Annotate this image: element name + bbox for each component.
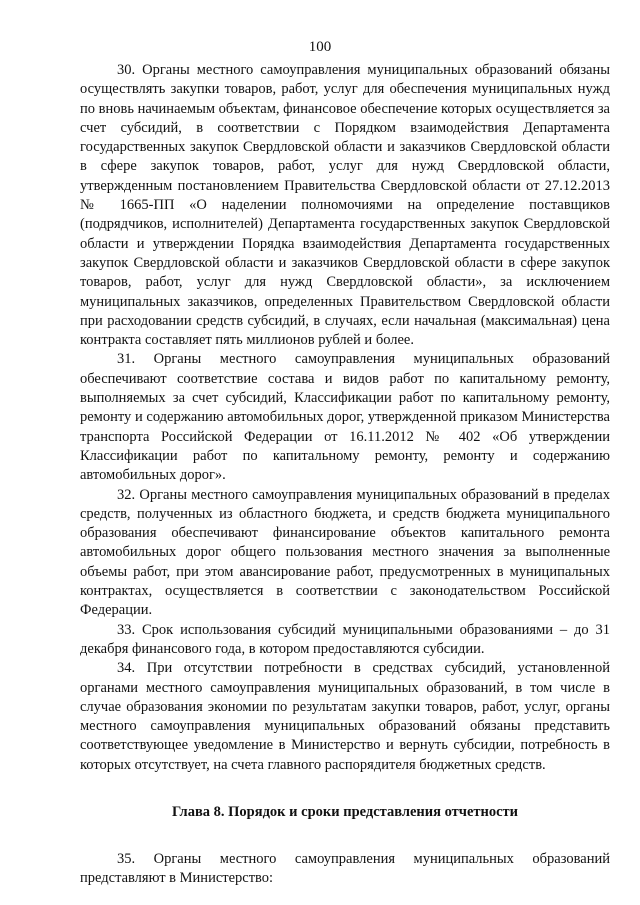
paragraph-30: 30. Органы местного самоуправления муниципальных образований обязаны осуществлять закупки товаров, работ, услуг для обеспечения муниципальных нужд по вновь начинаемым объектам, финансовое обеспечение которых осуществляется за счет субсидий, в соответствии с Порядком взаимодействия Департамента государственных закупок Свердловской области и заказчиков Свердловской области в сфере закупок товаров, работ, услуг для нужд Свердловской области, утвержденным постановлением Правительства Свердловской области от 27.12.2013 № 1665-ПП «О наделении полномочиями на определение поставщиков (подрядчиков, исполнителей) Департамента государственных закупок Свердловской области и утверждении Порядка взаимодействия Департамента государственных закупок Свердловской области и заказчиков Свердловской области в сфере закупок товаров, работ, услуг для нужд Свердловской области», за исключением муниципальных заказчиков, определенных Правительством Свердловской области при расходовании средств субсидий, в случаях, если начальная (максимальная) цена контракта составляет пять миллионов рублей и более. [80,62,610,349]
page-number: 100 [308,39,332,55]
paragraph-31: 31. Органы местного самоуправления муниципальных образований обеспечивают соответствие состава и видов работ по капитальному ремонту, выполняемых за счет субсидий, Классификации работ по капитальному ремонту, ремонту и содержанию автомобильных дорог, утвержденной приказом Министерства транспорта Российской Федерации от 16.11.2012 № 402 «Об утверждении Классификации работ по капитальному ремонту, ремонту и содержанию автомобильных дорог». [80,351,610,484]
paragraph-33: 33. Срок использования субсидий муниципальными образованиями – до 31 декабря финансового года, в котором предоставляются субсидии. [80,621,610,657]
paragraph-35: 35. Органы местного самоуправления муниципальных образований представляют в Министерство: [80,850,610,887]
document-body [80,61,610,889]
paragraph-32: 32. Органы местного самоуправления муниципальных образований в пределах средств, полученных из областного бюджета, и средств бюджета муниципального образования обеспечивают финансирование объектов капитального ремонта автомобильных дорог общего пользования местного значения за выполненные объемы работ, при этом авансирование работ, предусмотренных в муниципальных контрактах, осуществляется в соответствии с законодательством Российской Федерации. [80,486,610,619]
paragraph-34: 34. При отсутствии потребности в средствах субсидий, установленной органами местного самоуправления муниципальных образований, в том числе в случае образования экономии по результатам закупки товаров, работ, услуг, органы местного самоуправления муниципальных образований обязаны представить соответствующее уведомление в Министерство и вернуть субсидии, потребность в которых отсутствует, на счета главного распорядителя бюджетных средств. [80,660,610,773]
chapter-heading: Глава 8. Порядок и сроки представления отчетности [171,803,519,820]
